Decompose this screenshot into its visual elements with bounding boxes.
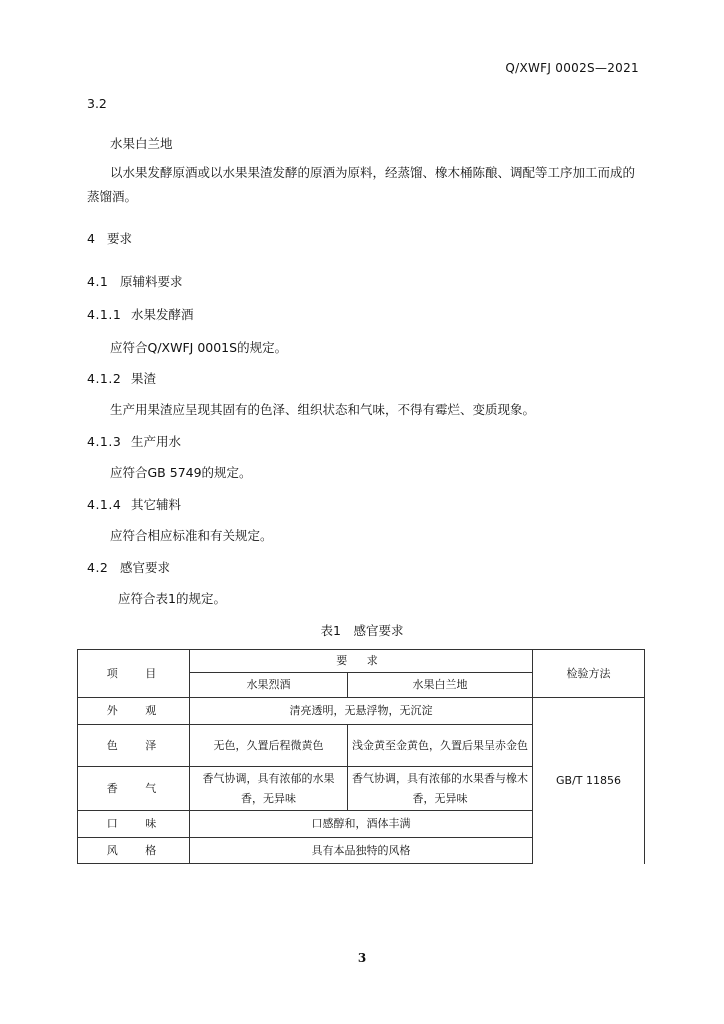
- section-title: 要求: [107, 231, 133, 246]
- section-4-1-2-text: 生产用果渣应呈现其固有的色泽、组织状态和气味，不得有霉烂、变质现象。: [110, 402, 536, 417]
- section-number-3-2: 3.2: [87, 96, 107, 111]
- row-item: 香 气: [78, 767, 190, 811]
- section-number: 4.1.3: [87, 434, 122, 449]
- header-item: 项 目: [78, 650, 190, 698]
- section-4-1-4-heading: [87, 495, 181, 513]
- section-number: 4.1.2: [87, 371, 122, 386]
- standard-code: Q/XWFJ 0002S—2021: [505, 61, 639, 75]
- row-value-brandy: 浅金黄至金黄色，久置后果呈赤金色: [348, 725, 533, 767]
- section-number: 4.1.1: [87, 307, 122, 322]
- row-value-brandy: 香气协调，具有浓郁的水果香与橡木香，无异味: [348, 767, 533, 811]
- section-4-1-2-heading: [87, 369, 156, 387]
- row-item: 口 味: [78, 811, 190, 838]
- section-4-2-heading: [87, 558, 170, 576]
- section-4-1-3-text: 应符合GB 5749的规定。: [110, 465, 252, 480]
- section-title: 果渣: [131, 371, 157, 386]
- header-requirements: 要 求: [190, 650, 533, 673]
- section-4-2-text: 应符合表1的规定。: [118, 591, 226, 606]
- header-fruit-brandy: 水果白兰地: [348, 673, 533, 698]
- section-title: 生产用水: [131, 434, 182, 449]
- header-method: 检验方法: [533, 650, 645, 698]
- header-fruit-spirit: 水果烈酒: [190, 673, 348, 698]
- row-item: 风 格: [78, 838, 190, 864]
- section-4-heading: [87, 229, 132, 247]
- section-title: 水果发酵酒: [131, 307, 194, 322]
- table-header-row: [78, 650, 645, 673]
- table-title: 表1 感官要求: [320, 623, 404, 638]
- section-number: 4.1.4: [87, 497, 122, 512]
- term-definition-line2: 蒸馏酒。: [87, 189, 138, 204]
- row-item: 外 观: [78, 698, 190, 725]
- term-definition-line1: 以水果发酵原酒或以水果果渣发酵的原酒为原料，经蒸馏、橡木桶陈酿、调配等工序加工而成的: [110, 165, 636, 180]
- section-4-1-3-heading: [87, 432, 181, 450]
- section-4-1-1-heading: [87, 305, 194, 323]
- section-number: 4: [87, 231, 96, 246]
- row-shared-value: 清亮透明，无悬浮物，无沉淀: [190, 698, 533, 725]
- row-shared-value: 具有本品独特的风格: [190, 838, 533, 864]
- method-value: GB/T 11856: [533, 698, 645, 864]
- row-value-spirit: 无色，久置后程微黄色: [190, 725, 348, 767]
- section-4-1-heading: [87, 272, 183, 290]
- section-4-1-1-text: 应符合Q/XWFJ 0001S的规定。: [110, 340, 288, 355]
- row-item: 色 泽: [78, 725, 190, 767]
- section-number: 4.1: [87, 274, 109, 289]
- section-title: 其它辅料: [131, 497, 182, 512]
- section-title: 原辅料要求: [120, 274, 183, 289]
- term-title: 水果白兰地: [110, 136, 173, 151]
- sensory-requirements-table: [77, 649, 645, 864]
- table-row: [78, 698, 645, 725]
- page-number: 3: [357, 951, 367, 965]
- section-4-1-4-text: 应符合相应标准和有关规定。: [110, 528, 273, 543]
- section-number: 4.2: [87, 560, 109, 575]
- row-shared-value: 口感醇和，酒体丰满: [190, 811, 533, 838]
- row-value-spirit: 香气协调，具有浓郁的水果香，无异味: [190, 767, 348, 811]
- section-title: 感官要求: [120, 560, 171, 575]
